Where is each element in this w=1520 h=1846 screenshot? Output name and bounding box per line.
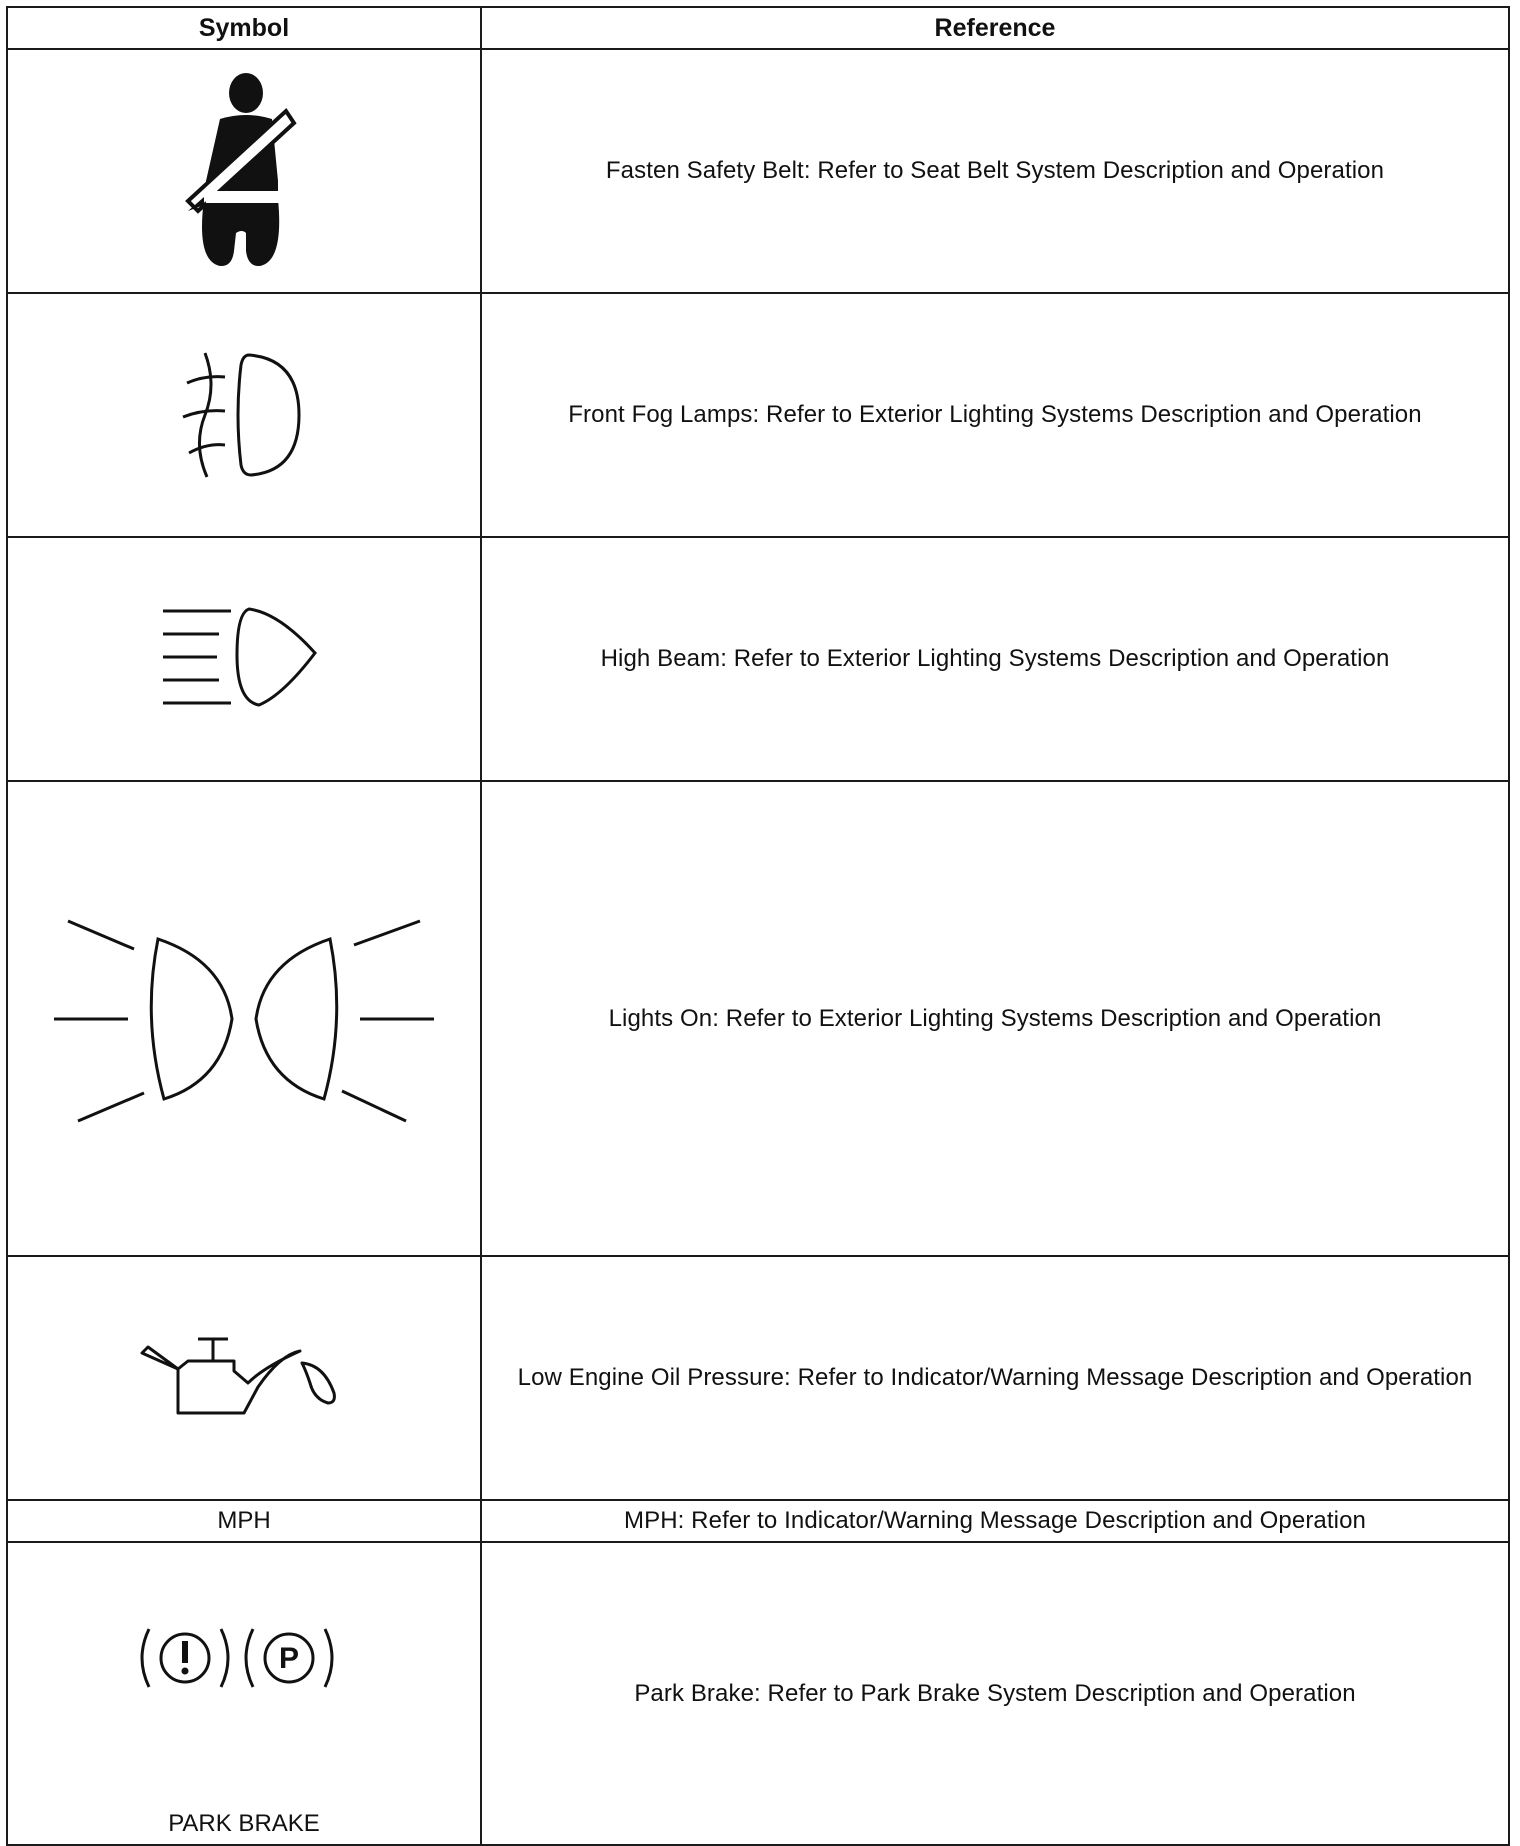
table-row — [7, 49, 1509, 293]
table-row — [7, 1542, 1509, 1845]
seat-belt-icon — [174, 71, 314, 271]
reference-cell: High Beam: Refer to Exterior Lighting Systems Description and Operation — [481, 537, 1509, 781]
reference-cell: Low Engine Oil Pressure: Refer to Indicator/Warning Message Description and Operation — [481, 1256, 1509, 1500]
table-row — [7, 293, 1509, 537]
reference-cell: Front Fog Lamps: Refer to Exterior Lighting Systems Description and Operation — [481, 293, 1509, 537]
table-row — [7, 1500, 1509, 1542]
symbol-cell — [7, 49, 481, 293]
symbol-cell — [7, 293, 481, 537]
table-header-row — [7, 7, 1509, 49]
symbol-reference-table — [6, 6, 1510, 1846]
table-row — [7, 537, 1509, 781]
reference-cell: Park Brake: Refer to Park Brake System Description and Operation — [481, 1542, 1509, 1845]
park-brake-icon — [135, 1623, 355, 1693]
symbol-cell — [7, 1542, 481, 1845]
front-fog-lamp-icon — [169, 345, 319, 485]
reference-cell: Fasten Safety Belt: Refer to Seat Belt System Description and Operation — [481, 49, 1509, 293]
reference-cell: MPH: Refer to Indicator/Warning Message Description and Operation — [481, 1500, 1509, 1542]
park-brake-p-letter: P — [278, 1642, 300, 1675]
symbol-cell — [7, 781, 481, 1256]
high-beam-icon — [159, 599, 329, 719]
reference-column-header: Reference — [481, 7, 1509, 49]
table-row — [7, 1256, 1509, 1500]
symbol-cell — [7, 1256, 481, 1500]
table-row — [7, 781, 1509, 1256]
oil-can-icon — [134, 1333, 354, 1423]
park-brake-symbol-text: PARK BRAKE — [168, 1810, 320, 1837]
symbol-cell — [7, 537, 481, 781]
mph-symbol-text: MPH — [7, 1500, 481, 1542]
lights-on-icon — [44, 909, 444, 1129]
symbol-column-header: Symbol — [7, 7, 481, 49]
reference-cell: Lights On: Refer to Exterior Lighting Systems Description and Operation — [481, 781, 1509, 1256]
